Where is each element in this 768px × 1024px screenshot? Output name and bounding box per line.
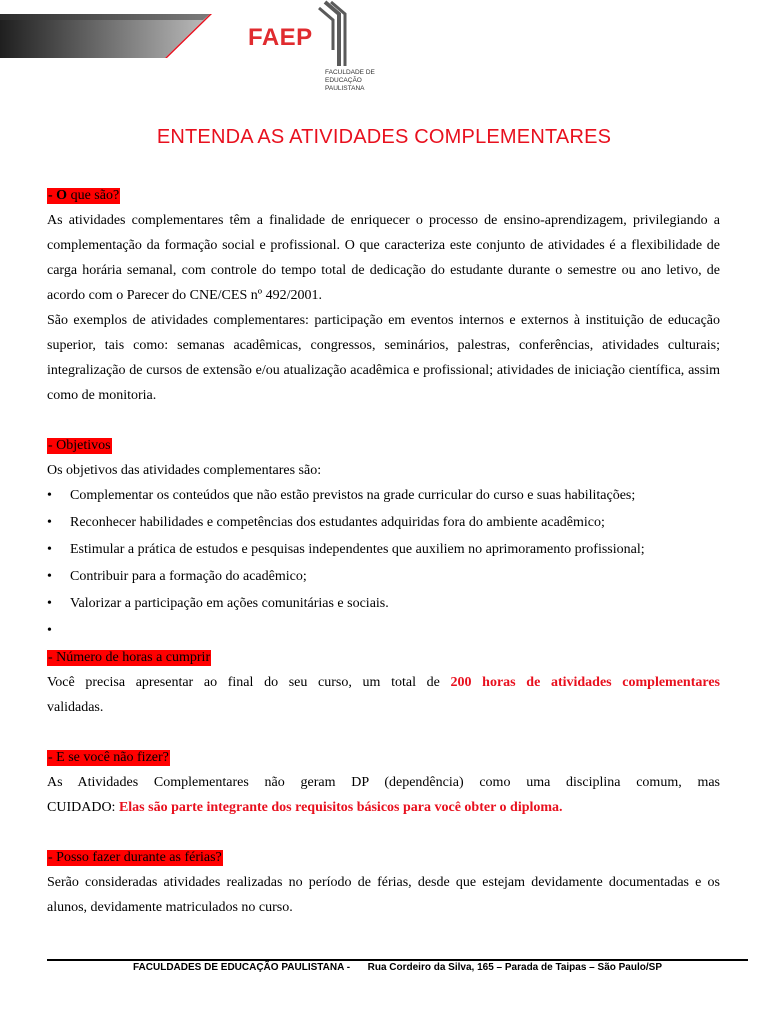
section-heading-hours: - Número de horas a cumprir xyxy=(48,650,211,665)
not-done-line-1: As Atividades Complementares não geram DP (dependência) como uma disciplina comum, mas xyxy=(47,775,720,790)
bullet-icon: • xyxy=(47,488,52,503)
heading-rest: que são? xyxy=(67,188,120,203)
decorative-stripe xyxy=(0,0,215,100)
section-hours xyxy=(47,645,720,720)
logo-wordmark: FAEP xyxy=(248,24,313,51)
list-item-text: Valorizar a participação em ações comunitárias e sociais. xyxy=(70,596,389,611)
objectives-intro: Os objetivos das atividades complementares são: xyxy=(47,463,322,478)
footer-address: Rua Cordeiro da Silva, 165 – Parada de Taipas – São Paulo/SP xyxy=(367,962,662,973)
section-not-done xyxy=(47,745,720,820)
caution-prefix: CUIDADO: xyxy=(47,800,119,815)
logo-subtitle xyxy=(325,69,375,93)
bullet-icon: • xyxy=(47,596,52,611)
list-item-text: Complementar os conteúdos que não estão previstos na grade curricular do curso e suas habilitações; xyxy=(70,488,636,503)
footer-divider xyxy=(47,959,748,961)
hours-text: Você precisa apresentar ao final do seu curso, um total de xyxy=(47,675,451,690)
bullet-icon: • xyxy=(47,515,52,530)
bullet-icon: • xyxy=(47,569,52,584)
logo-sub-line: PAULISTANA xyxy=(325,85,365,92)
section-objectives xyxy=(47,433,720,645)
page-footer xyxy=(47,962,748,973)
what-paragraph-1: As atividades complementares têm a finalidade de enriquecer o processo de ensino-aprendizagem, privilegiando a complementação da formação social e profissional. O que caracteriza este conjunto de atividades é a flexibilidade de carga horária semanal, com controle do tempo total de dedicação do estudante durante o semestre ou ano letivo, de acordo com o Parecer do CNE/CES nº 492/2001. xyxy=(47,213,720,303)
bullet-icon: • xyxy=(47,623,52,638)
not-done-line-2 xyxy=(47,795,720,820)
section-vacation xyxy=(47,845,720,920)
hours-line-2: validadas. xyxy=(47,700,104,715)
list-item-text: Estimular a prática de estudos e pesquisas independentes que auxiliem no aprimoramento profissional; xyxy=(70,542,645,557)
heading-bold-part: - O xyxy=(48,188,68,203)
section-heading-vacation: - Posso fazer durante as férias? xyxy=(48,850,222,865)
page-title: ENTENDA AS ATIVIDADES COMPLEMENTARES xyxy=(156,126,612,148)
list-item xyxy=(47,510,720,537)
footer-institution: FACULDADES DE EDUCAÇÃO PAULISTANA - xyxy=(133,962,351,973)
logo-sub-line: FACULDADE DE xyxy=(325,69,375,76)
list-item xyxy=(47,618,720,645)
faep-logo xyxy=(245,0,375,98)
list-item-text: Reconhecer habilidades e competências dos estudantes adquiridas fora do ambiente acadêmico; xyxy=(70,515,605,530)
caution-highlight: Elas são parte integrante dos requisitos básicos para você obter o diploma. xyxy=(118,800,563,815)
document-body xyxy=(47,183,720,920)
list-item xyxy=(47,537,720,564)
hours-highlight: 200 horas de atividades complementares xyxy=(450,675,720,690)
bullet-icon: • xyxy=(47,542,52,557)
list-item-text: Contribuir para a formação do acadêmico; xyxy=(70,569,307,584)
vacation-paragraph: Serão consideradas atividades realizadas no período de férias, desde que estejam devidamente documentadas e os alunos, devidamente matriculados no curso. xyxy=(47,875,720,915)
objectives-list xyxy=(47,483,720,645)
logo-sub-line: EDUCAÇÃO xyxy=(325,77,362,84)
section-heading-objectives: - Objetivos xyxy=(48,438,111,453)
list-item xyxy=(47,591,720,618)
list-item xyxy=(47,564,720,591)
hours-line-1 xyxy=(47,670,720,695)
section-heading-not-done: - E se você não fizer? xyxy=(48,750,169,765)
what-paragraph-2: São exemplos de atividades complementares: participação em eventos internos e externos à instituição de educação superior, tais como: semanas acadêmicas, congressos, seminários, palestras, conferências, atividades culturais; integralização de cursos de extensão e/ou atualização acadêmica e profissional; atividades de iniciação científica, assim como de monitoria. xyxy=(47,313,720,403)
logo-emblem-icon xyxy=(315,0,351,70)
list-item xyxy=(47,483,720,510)
section-what xyxy=(47,183,720,408)
section-heading-what xyxy=(47,188,120,204)
page-header xyxy=(0,0,768,100)
